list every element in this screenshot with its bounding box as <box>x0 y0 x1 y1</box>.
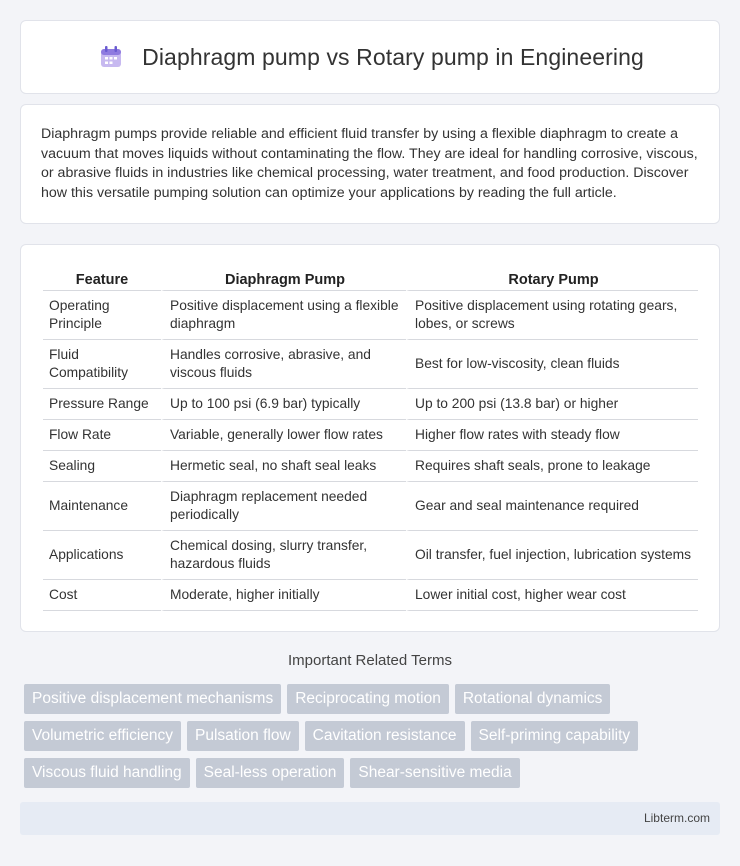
footer <box>20 802 720 835</box>
term-tag[interactable]: Rotational dynamics <box>455 684 611 714</box>
table-row <box>43 580 698 611</box>
diaphragm-cell: Variable, generally lower flow rates <box>161 420 406 451</box>
rotary-cell: Up to 200 psi (13.8 bar) or higher <box>406 389 698 420</box>
feature-cell: Sealing <box>43 451 161 482</box>
term-tag[interactable]: Reciprocating motion <box>287 684 449 714</box>
table-row <box>43 531 698 580</box>
feature-cell: Flow Rate <box>43 420 161 451</box>
rotary-cell: Lower initial cost, higher wear cost <box>406 580 698 611</box>
rotary-cell: Gear and seal maintenance required <box>406 482 698 531</box>
rotary-cell: Positive displacement using rotating gears, lobes, or screws <box>406 291 698 340</box>
page-title: Diaphragm pump vs Rotary pump in Engineering <box>142 43 644 70</box>
rotary-cell: Requires shaft seals, prone to leakage <box>406 451 698 482</box>
column-header: Rotary Pump <box>406 265 698 291</box>
term-tag[interactable]: Shear-sensitive media <box>350 758 519 788</box>
table-row <box>43 291 698 340</box>
term-tag[interactable]: Cavitation resistance <box>305 721 465 751</box>
term-tag[interactable]: Seal-less operation <box>196 758 345 788</box>
column-header: Diaphragm Pump <box>161 265 406 291</box>
term-tag[interactable]: Volumetric efficiency <box>24 721 181 751</box>
column-header: Feature <box>43 265 161 291</box>
feature-cell: Pressure Range <box>43 389 161 420</box>
diaphragm-cell: Handles corrosive, abrasive, and viscous fluids <box>161 340 406 389</box>
intro-card <box>20 104 720 224</box>
diaphragm-cell: Hermetic seal, no shaft seal leaks <box>161 451 406 482</box>
rotary-cell: Best for low-viscosity, clean fluids <box>406 340 698 389</box>
table-row <box>43 389 698 420</box>
diaphragm-cell: Up to 100 psi (6.9 bar) typically <box>161 389 406 420</box>
feature-cell: Cost <box>43 580 161 611</box>
feature-cell: Applications <box>43 531 161 580</box>
tag-row <box>24 721 724 751</box>
term-tag[interactable]: Self-priming capability <box>471 721 639 751</box>
tag-row <box>24 758 724 788</box>
related-terms-title: Important Related Terms <box>288 652 452 669</box>
term-tag[interactable]: Viscous fluid handling <box>24 758 190 788</box>
table-header-row <box>43 265 698 291</box>
related-terms-list <box>24 684 724 795</box>
tag-row <box>24 684 724 714</box>
calendar-icon <box>96 42 126 72</box>
title-card <box>20 20 720 94</box>
feature-cell: Maintenance <box>43 482 161 531</box>
diaphragm-cell: Positive displacement using a flexible diaphragm <box>161 291 406 340</box>
site-credit-link[interactable]: Libterm.com <box>643 811 710 825</box>
intro-text: Diaphragm pumps provide reliable and efficient fluid transfer by using a flexible diaphragm to create a vacuum that moves liquids without contaminating the flow. They are ideal for handling corrosive, viscous, or abrasive fluids in industries like chemical processing, water treatment, and food production. Discover how this versatile pumping solution can optimize your applications by reading the full article. <box>41 126 698 201</box>
rotary-cell: Oil transfer, fuel injection, lubrication systems <box>406 531 698 580</box>
comparison-card <box>20 244 720 632</box>
table-row <box>43 340 698 389</box>
term-tag[interactable]: Pulsation flow <box>187 721 299 751</box>
diaphragm-cell: Moderate, higher initially <box>161 580 406 611</box>
rotary-cell: Higher flow rates with steady flow <box>406 420 698 451</box>
table-row <box>43 420 698 451</box>
diaphragm-cell: Diaphragm replacement needed periodically <box>161 482 406 531</box>
feature-cell: Operating Principle <box>43 291 161 340</box>
comparison-table <box>43 265 698 611</box>
table-row <box>43 451 698 482</box>
diaphragm-cell: Chemical dosing, slurry transfer, hazardous fluids <box>161 531 406 580</box>
table-row <box>43 482 698 531</box>
term-tag[interactable]: Positive displacement mechanisms <box>24 684 281 714</box>
feature-cell: Fluid Compatibility <box>43 340 161 389</box>
